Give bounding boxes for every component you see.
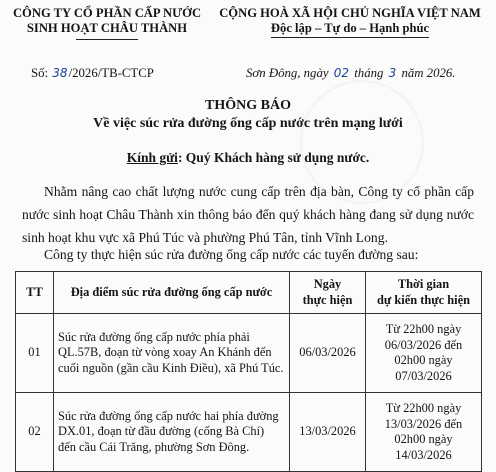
company-name-line2: SINH HOẠT CHÂU THÀNH xyxy=(26,21,188,35)
header-time xyxy=(366,272,482,314)
recipient-text: : Quý Khách hàng sử dụng nước. xyxy=(177,150,370,165)
notice-title: THÔNG BÁO xyxy=(205,98,291,113)
header-time-line1: Thời gian xyxy=(397,277,450,291)
header-tt: TT xyxy=(16,272,54,314)
document-number xyxy=(31,66,154,81)
header-time-line2: dự kiến thực hiện xyxy=(376,292,471,307)
flushing-schedule-table xyxy=(15,271,482,472)
doc-number-handwritten: 38 xyxy=(52,66,68,80)
row-date: 13/03/2026 xyxy=(290,393,366,472)
header-location: Địa điểm súc rửa đường ống cấp nước xyxy=(54,272,290,314)
doc-number-suffix: /2026/TB-CTCP xyxy=(68,66,154,80)
company-underline xyxy=(76,39,138,40)
date-year: năm 2026. xyxy=(401,66,456,80)
company-header xyxy=(4,6,210,40)
header-date-line1: Ngày xyxy=(313,277,342,291)
row-tt: 01 xyxy=(16,314,54,393)
table-row xyxy=(16,393,482,472)
table-header-row xyxy=(16,272,482,314)
notice-subtitle: Về việc súc rửa đường ống cấp nước trên mạng lưới xyxy=(93,116,403,131)
row-location: Súc rửa đường ống cấp nước hai phía đường DX.01, đoạn từ đầu đường (cống Bà Chí) đến cầu Cái Trăng, phường Sơn Đông. xyxy=(54,393,290,472)
table-row xyxy=(16,314,482,393)
recipient-label: Kính gửi xyxy=(126,150,178,165)
row-date: 06/03/2026 xyxy=(290,314,366,393)
date-month-label: tháng xyxy=(354,66,384,80)
row-time: Từ 22h00 ngày 06/03/2026 đến 02h00 ngày 07/03/2026 xyxy=(366,314,482,393)
body-paragraph-2: Công ty thực hiện súc rửa đường ống cấp nước các tuyến đường sau: xyxy=(44,247,419,262)
header-date xyxy=(290,272,366,314)
national-header xyxy=(208,6,492,38)
date-prefix: Sơn Đông, ngày xyxy=(246,66,329,80)
row-tt: 02 xyxy=(16,393,54,472)
date-line xyxy=(246,66,455,81)
date-day-handwritten: 02 xyxy=(333,66,350,80)
row-location: Súc rửa đường ống cấp nước phía phải QL.57B, đoạn từ vòng xoay An Khánh đến cuối nguồn (gần cầu Kinh Điều), xã Phú Túc. xyxy=(54,314,290,393)
national-title: CỘNG HOÀ XÃ HỘI CHỦ NGHĨA VIỆT NAM xyxy=(219,6,481,20)
company-name-line1: CÔNG TY CỔ PHẦN CẤP NƯỚC xyxy=(12,6,202,20)
date-month-handwritten: 3 xyxy=(388,66,397,80)
header-date-line2: thực hiện xyxy=(302,292,353,307)
row-time: Từ 22h00 ngày 13/03/2026 đến 02h00 ngày 14/03/2026 xyxy=(366,393,482,472)
body-paragraph-1: Nhằm nâng cao chất lượng nước cung cấp trên địa bàn, Công ty cổ phần cấp nước sinh hoạt Châu Thành xin thông báo đến quý khách hàng đang sử dụng nước sinh hoạt khu vực xã Phú Túc và phường Phú Tân, tỉnh Vĩnh Long. xyxy=(22,184,474,245)
doc-number-label: Số: xyxy=(31,66,49,80)
recipient-line xyxy=(0,150,496,166)
national-motto: Độc lập – Tự do – Hạnh phúc xyxy=(271,21,429,38)
